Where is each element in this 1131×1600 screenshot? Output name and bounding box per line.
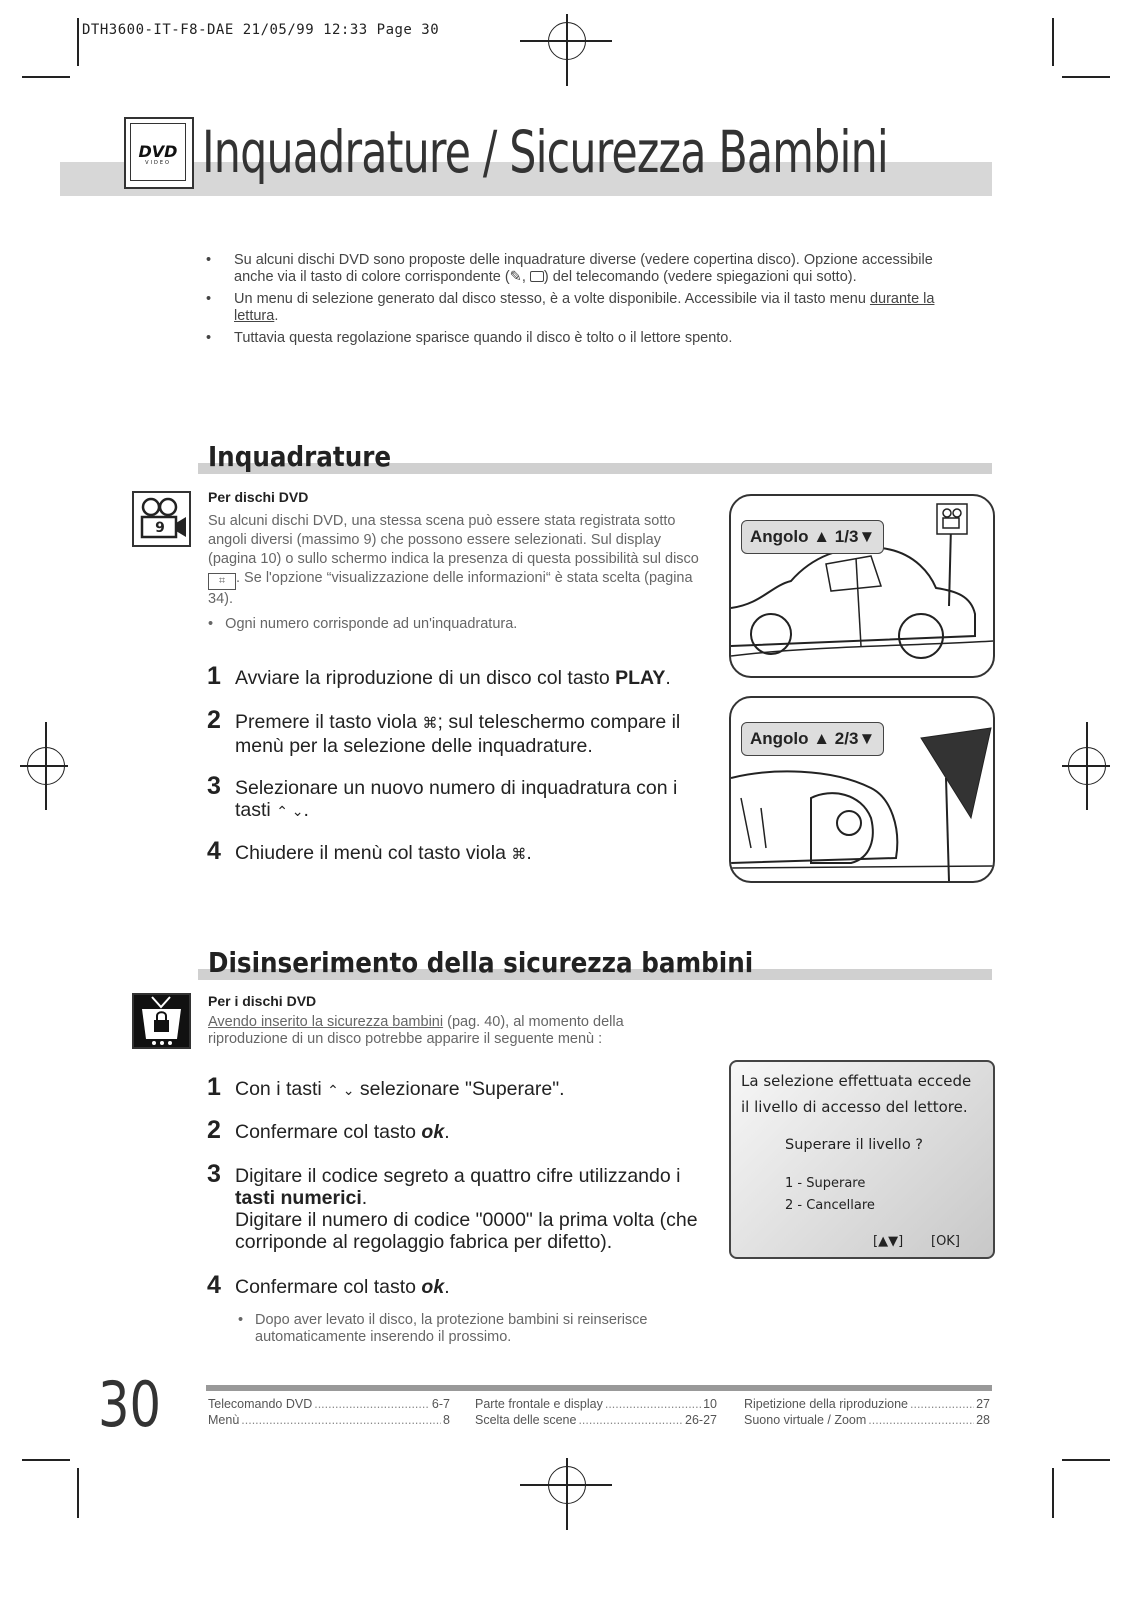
registration-line [566, 14, 568, 86]
dialog-option-cancellare[interactable]: 2 - Cancellare [785, 1198, 875, 1213]
registration-line [566, 1458, 568, 1530]
inquadrature-step-4: 4 Chiudere il menù col tasto viola ⌘. [207, 837, 532, 865]
override-level-dialog [729, 1060, 995, 1259]
toc-entry: Parte frontale e display ..... 10 [475, 1396, 717, 1412]
crop-mark [1062, 76, 1110, 78]
inquadrature-step-2: 2 Premere il tasto viola ⌘; sul teleschermo compare il menù per la selezione delle inquadrature. [207, 706, 681, 757]
angle-display-icon: ⌗ [208, 573, 236, 590]
subheading-per-i-dischi-dvd: Per i dischi DVD [208, 993, 317, 1009]
toc-entry: Telecomando DVD ..... 6-7 [208, 1396, 450, 1412]
page-title: Inquadrature / Sicurezza Bambini [202, 118, 888, 186]
dvd-logo-subtext: VIDEO [145, 160, 171, 166]
section-heading-sicurezza: Disinserimento della sicurezza bambini [208, 946, 754, 979]
toc-entry: Ripetizione della riproduzione ..... 27 [744, 1396, 990, 1412]
angle-label-2: Angolo ▲ 2/3▼ [741, 722, 884, 756]
intro-bullet: • Tuttavia questa regolazione sparisce quando il disco è tolto o il lettore spento. [220, 330, 965, 347]
registration-line [45, 722, 47, 810]
parental-lock-icon [132, 993, 191, 1049]
dialog-question: Superare il livello ? [785, 1137, 923, 1153]
crop-mark [1062, 1459, 1110, 1461]
dialog-ok-hint: [OK] [931, 1234, 960, 1249]
sicurezza-description: Avendo inserito la sicurezza bambini (pag. 40), al momento della riproduzione di un disco potrebbe apparire il seguente menù : [208, 1014, 624, 1047]
intro-bullet: • Su alcuni dischi DVD sono proposte delle inquadrature diverse (vedere copertina disco). Opzione accessibile anche via il tasto di colore corrispondente (✎, ) del telecomando (vedere spiegazioni qui sotto). [220, 252, 965, 286]
up-down-arrow-icons: ⌃ ⌄ [327, 1082, 355, 1098]
dialog-nav-hint: [▲▼] [873, 1234, 904, 1249]
registration-line [20, 765, 68, 767]
dialog-line-2: il livello di accesso del lettore. [741, 1098, 968, 1116]
sicurezza-step-4: 4 Confermare col tasto ok. [207, 1271, 450, 1299]
angle-key-icon: ⌘ [422, 715, 438, 732]
inquadrature-step-1: 1 Avviare la riproduzione di un disco col tasto PLAY. [207, 662, 671, 690]
dialog-option-superare[interactable]: 1 - Superare [785, 1176, 866, 1191]
toc-entry: Scelta delle scene ..... 26-27 [475, 1412, 717, 1428]
inquadrature-description: Su alcuni dischi DVD, una stessa scena può essere stata registrata sotto angoli diversi (massimo 9) che possono essere selezionati. Sul display (pagina 10) o sullo schermo indica la presenza di questa possibilità sul disco ⌗ . Se l'opzione “visualizzazione delle informazioni“ è stata scelta (pagina 34). [208, 513, 699, 607]
toc-entry: Suono virtuale / Zoom ..... 28 [744, 1412, 990, 1428]
angle-icon-box [937, 504, 967, 534]
crop-mark [22, 76, 70, 78]
tv-lock-icon [134, 995, 189, 1047]
subheading-per-dischi-dvd: Per dischi DVD [208, 489, 309, 505]
intro-list [220, 252, 965, 352]
sicurezza-step-2: 2 Confermare col tasto ok. [207, 1116, 450, 1144]
camera-angle-icon [132, 491, 191, 547]
sicurezza-note: • Dopo aver levato il disco, la protezione bambini si reinserisce automaticamente inserendo il prossimo. [238, 1312, 648, 1345]
angle-key-icon: ⌘ [511, 846, 527, 863]
screen-illustration-angle-2 [729, 696, 995, 883]
inquadrature-bullet: • Ogni numero corrisponde ad un'inquadratura. [208, 616, 518, 632]
camera-angle-number: 9 [155, 520, 165, 536]
section-heading-inquadrature: Inquadrature [208, 440, 392, 473]
intro-underlined-text: durante la lettura [234, 291, 935, 324]
inquadrature-step-3: 3 Selezionare un nuovo numero di inquadratura con i tasti ⌃ ⌄. [207, 772, 678, 821]
footer-toc-column [208, 1396, 450, 1428]
crop-mark [1052, 18, 1054, 66]
crop-mark [77, 1468, 79, 1518]
sicurezza-step-1: 1 Con i tasti ⌃ ⌄ selezionare "Superare". [207, 1073, 565, 1101]
dialog-line-1: La selezione effettuata eccede [741, 1072, 972, 1090]
screen-illustration-angle-1 [729, 494, 995, 678]
hand-icon: ✎ [509, 269, 522, 285]
angle-label-1: Angolo ▲ 1/3▼ [741, 520, 884, 554]
camera-icon [134, 493, 189, 545]
intro-bullet: • Un menu di selezione generato dal disco stesso, è a volte disponibile. Accessibile via il tasto menu durante la lettura. [220, 291, 965, 325]
crop-mark [22, 1459, 70, 1461]
footer-toc-column [744, 1396, 990, 1428]
dvd-logo-text: DVD [138, 142, 178, 161]
print-header: DTH3600-IT-F8-DAE 21/05/99 12:33 Page 30 [82, 22, 440, 38]
dvd-video-logo [124, 117, 194, 189]
crop-mark [1052, 1468, 1054, 1518]
crop-mark [77, 18, 79, 66]
up-down-arrow-icons: ⌃ ⌄ [276, 803, 304, 819]
page-number: 30 [98, 1368, 162, 1441]
sicurezza-step-3: 3 Digitare il codice segreto a quattro cifre utilizzando i tasti numerici. Digitare il numero di codice "0000" la prima volta (che corriponde al regolaggio fabrica per difetto). [207, 1160, 698, 1253]
sicurezza-link-text: Avendo inserito la sicurezza bambini [208, 1014, 444, 1030]
footer-toc-column [475, 1396, 717, 1428]
registration-line [1086, 722, 1088, 810]
footer-bar [206, 1385, 992, 1391]
subtitle-key-icon [530, 271, 544, 282]
toc-entry: Menù ..... 8 [208, 1412, 450, 1428]
